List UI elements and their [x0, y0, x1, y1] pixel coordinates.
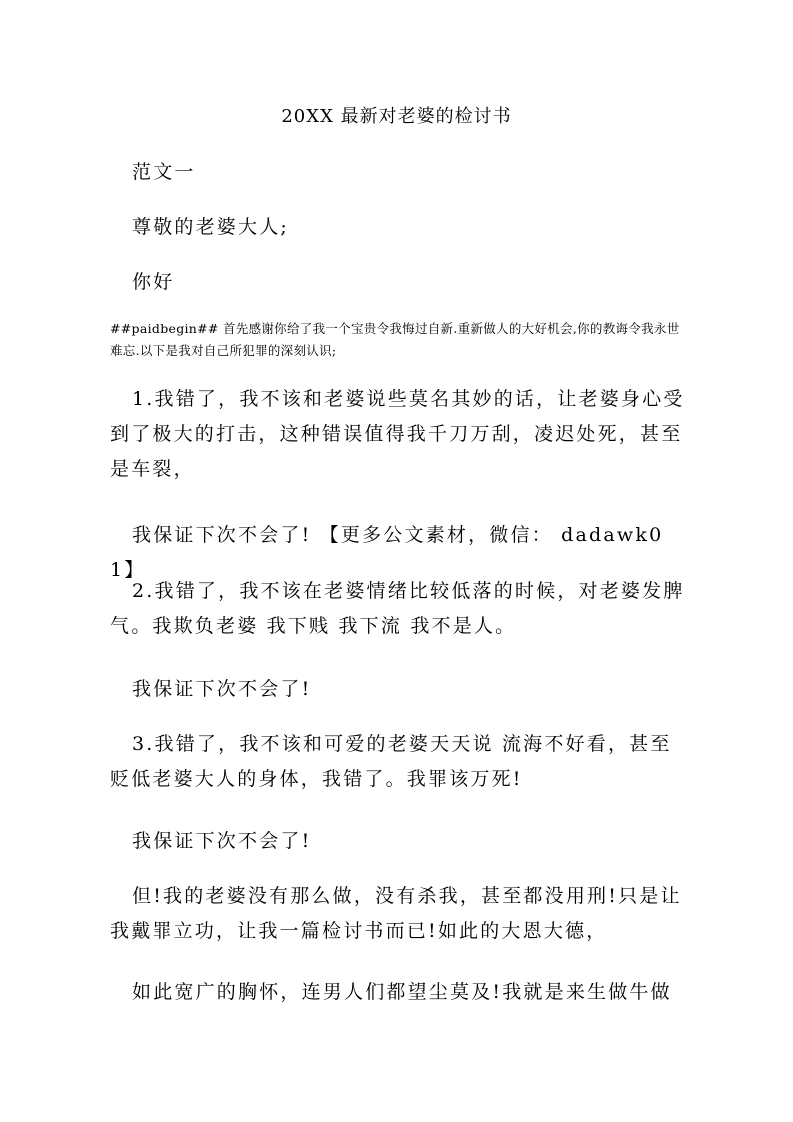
paragraph-promise-1: 我保证下次不会了! 【更多公文素材，微信： dadawk01】	[110, 524, 664, 581]
paragraph-heading-sample: 范文一	[132, 161, 196, 183]
paragraph-point-3: 3.我错了，我不该和可爱的老婆天天说 流海不好看，甚至贬低老婆大人的身体，我错了。我罪该万死!	[110, 733, 672, 790]
paragraph-salutation: 尊敬的老婆大人;	[132, 216, 290, 238]
paragraph-greeting: 你好	[132, 271, 175, 293]
paragraph-intro: ##paidbegin## 首先感谢你给了我一个宝贵令我悔过自新.重新做人的大好机会,你的教诲令我永世难忘.以下是我对自己所犯罪的深刻认识;	[110, 321, 680, 358]
document-title: 20XX 最新对老婆的检讨书	[281, 106, 512, 127]
paragraph-mercy: 但!我的老婆没有那么做，没有杀我，甚至都没用刑!只是让我戴罪立功，让我一篇检讨书而已!如此的大恩大德，	[110, 885, 682, 942]
paragraph-point-1: 1.我错了，我不该和老婆说些莫名其妙的话，让老婆身心受到了极大的打击，这种错误值得我千刀万刮，凌迟处死，甚至是车裂，	[110, 388, 685, 480]
paragraph-promise-2: 我保证下次不会了!	[132, 678, 312, 700]
paragraph-point-2: 2.我错了，我不该在老婆情绪比较低落的时候，对老婆发脾气。我欺负老婆 我下贱 我下流 我不是人。	[110, 580, 685, 637]
paragraph-gratitude: 如此宽广的胸怀，连男人们都望尘莫及!我就是来生做牛做	[132, 981, 672, 1003]
paragraph-promise-3: 我保证下次不会了!	[132, 830, 312, 852]
